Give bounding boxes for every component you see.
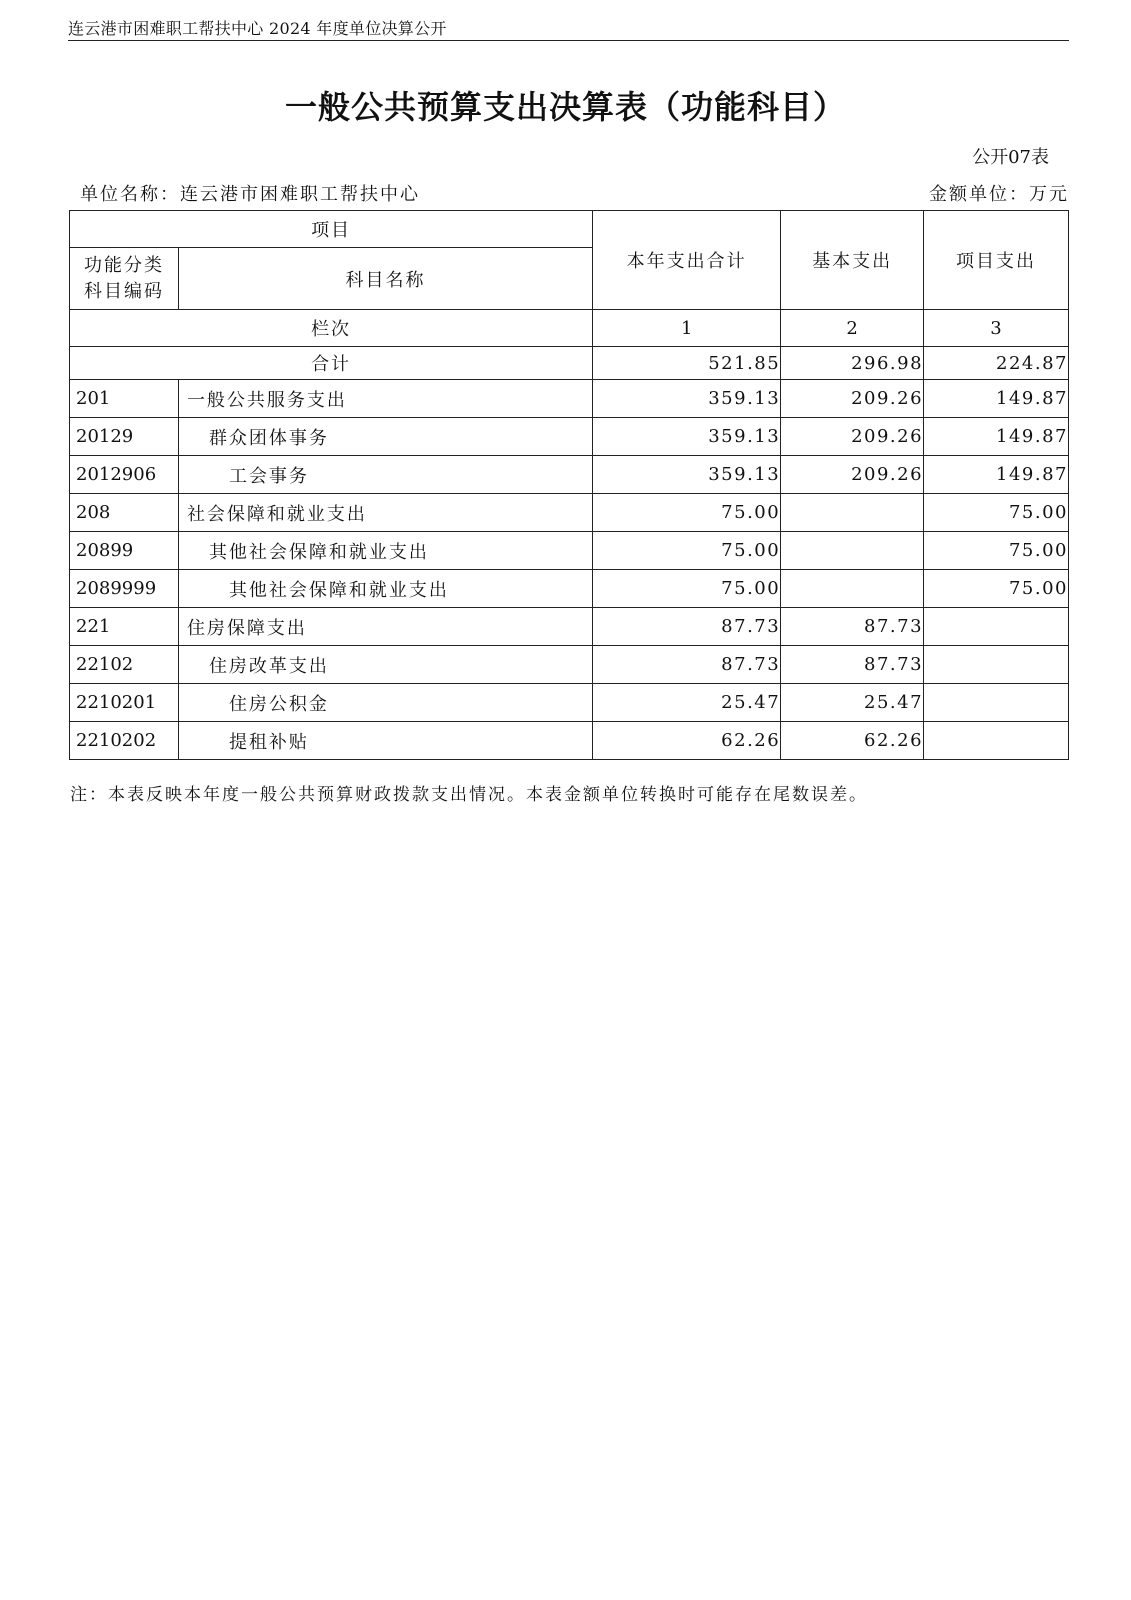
row-item: 149.87 bbox=[924, 456, 1069, 494]
row-name: 提租补贴 bbox=[178, 722, 592, 760]
row-name: 一般公共服务支出 bbox=[178, 380, 592, 418]
header-name: 科目名称 bbox=[178, 248, 592, 310]
row-basic bbox=[781, 494, 924, 532]
row-total: 359.13 bbox=[593, 456, 781, 494]
row-name: 住房改革支出 bbox=[178, 646, 592, 684]
column-index-label: 栏次 bbox=[70, 310, 593, 347]
total-row-basic: 296.98 bbox=[781, 347, 924, 380]
table-row bbox=[70, 532, 1069, 570]
row-basic: 209.26 bbox=[781, 418, 924, 456]
row-code: 20899 bbox=[70, 532, 179, 570]
row-name: 群众团体事务 bbox=[178, 418, 592, 456]
row-basic: 209.26 bbox=[781, 380, 924, 418]
header-total: 本年支出合计 bbox=[593, 211, 781, 310]
total-row-item: 224.87 bbox=[924, 347, 1069, 380]
row-total: 75.00 bbox=[593, 570, 781, 608]
row-basic: 25.47 bbox=[781, 684, 924, 722]
header-code bbox=[70, 248, 179, 310]
row-item bbox=[924, 722, 1069, 760]
row-item bbox=[924, 684, 1069, 722]
row-basic bbox=[781, 570, 924, 608]
footnote: 注：本表反映本年度一般公共预算财政拨款支出情况。本表金额单位转换时可能存在尾数误差。 bbox=[70, 785, 868, 805]
row-name: 工会事务 bbox=[178, 456, 592, 494]
row-item: 149.87 bbox=[924, 380, 1069, 418]
row-code: 2089999 bbox=[70, 570, 179, 608]
row-total: 75.00 bbox=[593, 494, 781, 532]
row-name: 住房保障支出 bbox=[178, 608, 592, 646]
row-code: 2210201 bbox=[70, 684, 179, 722]
row-basic: 209.26 bbox=[781, 456, 924, 494]
row-code: 201 bbox=[70, 380, 179, 418]
row-item: 149.87 bbox=[924, 418, 1069, 456]
document-title: 一般公共预算支出决算表（功能科目） bbox=[284, 88, 846, 126]
table-row bbox=[70, 608, 1069, 646]
row-code: 2210202 bbox=[70, 722, 179, 760]
total-row-label: 合计 bbox=[70, 347, 593, 380]
row-code: 221 bbox=[70, 608, 179, 646]
table-row bbox=[70, 722, 1069, 760]
row-basic: 87.73 bbox=[781, 646, 924, 684]
header-item: 项目支出 bbox=[924, 211, 1069, 310]
row-basic: 87.73 bbox=[781, 608, 924, 646]
unit-name: 单位名称：连云港市困难职工帮扶中心 bbox=[80, 184, 420, 205]
header-rule bbox=[68, 40, 1069, 41]
table-row bbox=[70, 570, 1069, 608]
row-total: 62.26 bbox=[593, 722, 781, 760]
row-basic bbox=[781, 532, 924, 570]
row-item bbox=[924, 646, 1069, 684]
row-name: 社会保障和就业支出 bbox=[178, 494, 592, 532]
table-row bbox=[70, 418, 1069, 456]
row-code: 208 bbox=[70, 494, 179, 532]
row-item: 75.00 bbox=[924, 532, 1069, 570]
row-item: 75.00 bbox=[924, 494, 1069, 532]
row-code: 22102 bbox=[70, 646, 179, 684]
table-body bbox=[70, 380, 1069, 760]
row-total: 75.00 bbox=[593, 532, 781, 570]
header-basic: 基本支出 bbox=[781, 211, 924, 310]
row-basic: 62.26 bbox=[781, 722, 924, 760]
row-name: 其他社会保障和就业支出 bbox=[178, 570, 592, 608]
row-code: 2012906 bbox=[70, 456, 179, 494]
row-total: 87.73 bbox=[593, 646, 781, 684]
total-row-total: 521.85 bbox=[593, 347, 781, 380]
amount-unit: 金额单位：万元 bbox=[929, 184, 1069, 205]
table-row bbox=[70, 684, 1069, 722]
form-number: 公开07表 bbox=[972, 147, 1049, 168]
row-total: 359.13 bbox=[593, 418, 781, 456]
table-row bbox=[70, 456, 1069, 494]
table-row bbox=[70, 494, 1069, 532]
row-item bbox=[924, 608, 1069, 646]
row-item: 75.00 bbox=[924, 570, 1069, 608]
row-name: 住房公积金 bbox=[178, 684, 592, 722]
running-header: 连云港市困难职工帮扶中心 2024 年度单位决算公开 bbox=[68, 19, 447, 38]
header-code-text: 功能分类科目编码 bbox=[83, 254, 164, 302]
budget-expenditure-table bbox=[69, 210, 1069, 760]
row-code: 20129 bbox=[70, 418, 179, 456]
column-index-3: 3 bbox=[924, 310, 1069, 347]
column-index-2: 2 bbox=[781, 310, 924, 347]
column-index-1: 1 bbox=[593, 310, 781, 347]
table-row bbox=[70, 646, 1069, 684]
header-project: 项目 bbox=[70, 211, 593, 248]
row-total: 359.13 bbox=[593, 380, 781, 418]
row-total: 87.73 bbox=[593, 608, 781, 646]
table-row bbox=[70, 380, 1069, 418]
row-total: 25.47 bbox=[593, 684, 781, 722]
row-name: 其他社会保障和就业支出 bbox=[178, 532, 592, 570]
